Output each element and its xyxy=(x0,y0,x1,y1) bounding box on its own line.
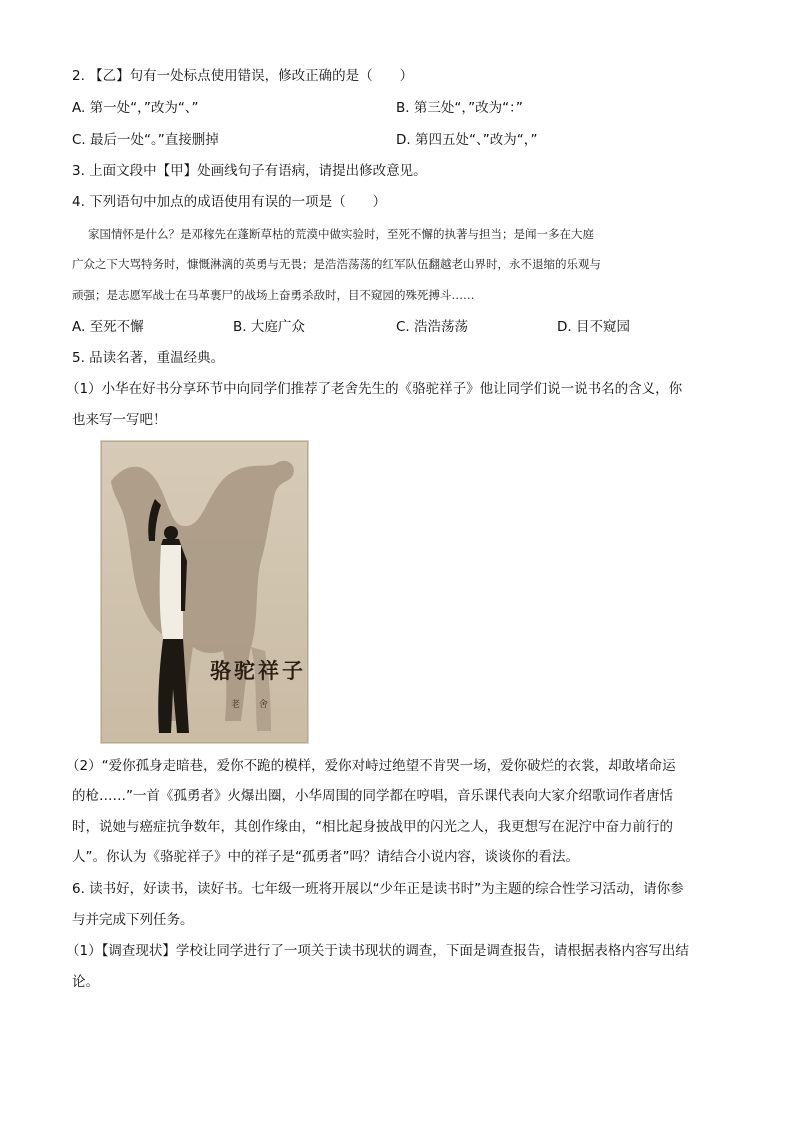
q5-part2-line: （2）“爱你孤身走暗巷，爱你不跪的模样，爱你对峙过绝望不肯哭一场，爱你破烂的衣裳，却敢堵命运 xyxy=(66,758,676,774)
book-cover-image xyxy=(100,440,309,744)
q5-part2-line: 人”。你认为《骆驼祥子》中的祥子是“孤勇者”吗？请结合小说内容，谈谈你的看法。 xyxy=(72,849,579,865)
q4-option-d: D. 目不窥园 xyxy=(557,319,630,335)
q2-option-c: C. 最后一处“。”直接删掉 xyxy=(72,132,219,148)
q5-part1-line: 也来写一写吧！ xyxy=(72,412,167,428)
q5-part2-line: 的枪……”一首《孤勇者》火爆出圈，小华周围的同学都在哼唱，音乐课代表向大家介绍歌词作者唐恬 xyxy=(72,788,673,804)
q3-stem: 3. 上面文段中【甲】处画线句子有语病，请提出修改意见。 xyxy=(72,163,427,179)
book-cover-title: 骆驼祥子 xyxy=(210,658,306,683)
q6-stem-line: 与并完成下列任务。 xyxy=(72,912,194,928)
q5-part1-line: （1）小华在好书分享环节中向同学们推荐了老舍先生的《骆驼祥子》他让同学们说一说书名的含义，你 xyxy=(66,381,683,397)
q4-passage-line: 广众之下大骂特务时，慷慨淋漓的英勇与无畏；是浩浩荡荡的红军队伍翻越老山界时，永不退缩的乐观与 xyxy=(72,257,601,271)
q4-option-c: C. 浩浩荡荡 xyxy=(396,319,469,335)
q2-option-d: D. 第四五处“、”改为“，” xyxy=(396,132,538,148)
book-cover-author: 老 舍 xyxy=(231,700,276,710)
q2-stem: 2. 【乙】句有一处标点使用错误，修改正确的是（ ） xyxy=(72,68,414,84)
q2-option-a: A. 第一处“，”改为“、” xyxy=(72,100,199,116)
q4-stem: 4. 下列语句中加点的成语使用有误的一项是（ ） xyxy=(72,194,387,210)
q4-passage-line: 家国情怀是什么？是邓稼先在蓬断草枯的荒漠中做实验时，至死不懈的执著与担当；是闻一多在大庭 xyxy=(88,227,594,241)
q4-passage-line: 顽强；是志愿军战士在马革裹尸的战场上奋勇杀敌时，目不窥园的殊死搏斗…… xyxy=(72,288,475,302)
q6-part1-line: （1）【调查现状】学校让同学进行了一项关于读书现状的调查，下面是调查报告，请根据表格内容写出结 xyxy=(66,943,689,959)
q4-option-a: A. 至死不懈 xyxy=(72,319,144,335)
q5-part2-line: 时，说她与癌症抗争数年，其创作缘由，“相比起身披战甲的闪光之人，我更想写在泥泞中奋力前行的 xyxy=(72,819,673,835)
book-cover-art xyxy=(101,441,308,743)
q4-option-b: B. 大庭广众 xyxy=(233,319,305,335)
q5-stem: 5. 品读名著，重温经典。 xyxy=(72,350,225,366)
q6-part1-line: 论。 xyxy=(72,974,99,990)
q6-stem-line: 6. 读书好，好读书，读好书。七年级一班将开展以“少年正是读书时”为主题的综合性学习活动，请你参 xyxy=(72,881,684,897)
q2-option-b: B. 第三处“，”改为“：” xyxy=(396,100,523,116)
